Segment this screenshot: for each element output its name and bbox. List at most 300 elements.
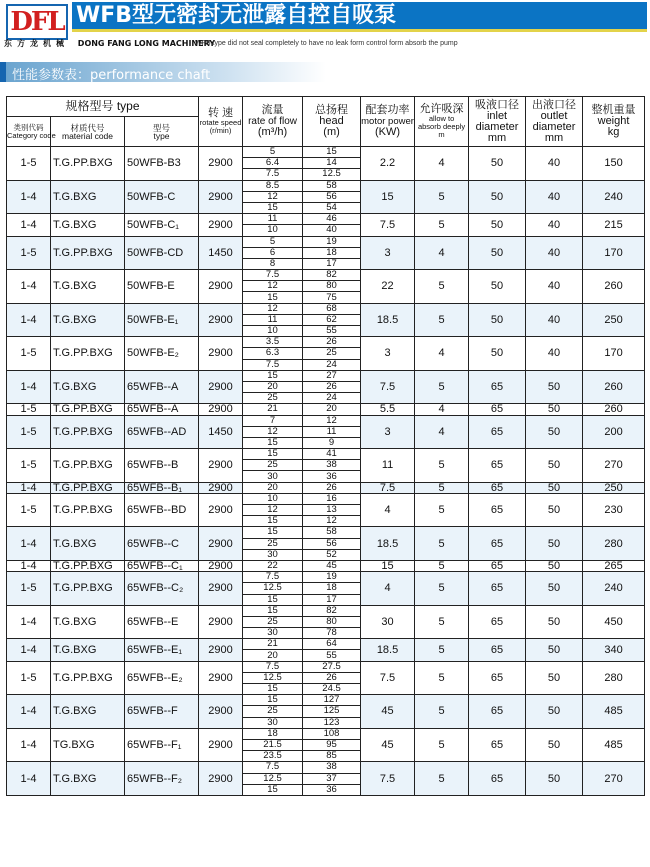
head-cell: 82 (303, 270, 361, 281)
flow-cell: 10 (243, 326, 303, 337)
flow-cell: 25 (243, 393, 303, 404)
header-material-en: material code (61, 130, 114, 141)
header-category (7, 117, 56, 147)
table-row (7, 147, 645, 158)
category-code-cell: 1-5 (7, 337, 51, 371)
header-weight (583, 97, 645, 147)
flow-cell: 7.5 (243, 762, 303, 773)
inlet-diameter-cell: 65 (469, 527, 526, 561)
header-suction-en1: allow to (428, 114, 455, 123)
suction-depth-cell: 5 (415, 728, 469, 762)
suction-depth-cell: 5 (415, 270, 469, 304)
category-code-cell: 1-4 (7, 370, 51, 404)
outlet-diameter-cell: 40 (526, 180, 583, 214)
head-cell: 25 (303, 348, 361, 359)
outlet-diameter-cell: 40 (526, 337, 583, 371)
section-header (0, 58, 650, 86)
head-cell: 80 (303, 281, 361, 292)
header-material-cn: 材质代号 (70, 122, 105, 133)
head-cell: 82 (303, 605, 361, 616)
header-type-cn: 型号 (153, 122, 171, 133)
suction-depth-cell: 5 (415, 762, 469, 796)
motor-power-cell: 7.5 (361, 762, 415, 796)
material-code-cell: T.G.PP.BXG (51, 572, 125, 606)
material-code-cell: T.G.BXG (51, 639, 125, 661)
inlet-diameter-cell: 65 (469, 762, 526, 796)
header-flow-en: rate of flow (248, 116, 297, 127)
inlet-diameter-cell: 50 (469, 147, 526, 181)
flow-cell: 6.3 (243, 348, 303, 359)
flow-cell: 20 (243, 381, 303, 392)
head-cell: 14 (303, 158, 361, 169)
flow-cell: 20 (243, 482, 303, 493)
pump-type-cell: 65WFB--F₂ (125, 762, 199, 796)
material-code-cell: T.G.BXG (51, 214, 125, 236)
pump-type-cell: 65WFB--B (125, 449, 199, 483)
inlet-diameter-cell: 65 (469, 415, 526, 449)
weight-cell: 240 (583, 572, 645, 606)
weight-cell: 280 (583, 527, 645, 561)
outlet-diameter-cell: 50 (526, 527, 583, 561)
outlet-diameter-cell: 50 (526, 482, 583, 493)
outlet-diameter-cell: 50 (526, 404, 583, 415)
weight-cell: 260 (583, 404, 645, 415)
head-cell: 24 (303, 393, 361, 404)
head-cell: 26 (303, 337, 361, 348)
weight-cell: 485 (583, 695, 645, 729)
material-code-cell: T.G.BXG (51, 370, 125, 404)
head-cell: 55 (303, 650, 361, 661)
weight-cell: 250 (583, 482, 645, 493)
head-cell: 12.5 (303, 169, 361, 180)
table-row (7, 482, 645, 493)
flow-cell: 10 (243, 493, 303, 504)
pump-type-cell: 50WFB-C₁ (125, 214, 199, 236)
material-code-cell: T.G.PP.BXG (51, 449, 125, 483)
inlet-diameter-cell: 50 (469, 270, 526, 304)
pump-type-cell: 65WFB--C₁ (125, 560, 199, 571)
motor-power-cell: 7.5 (361, 661, 415, 695)
head-cell: 18 (303, 583, 361, 594)
suction-depth-cell: 5 (415, 449, 469, 483)
head-cell: 17 (303, 258, 361, 269)
motor-power-cell: 30 (361, 605, 415, 639)
inlet-diameter-cell: 65 (469, 605, 526, 639)
motor-power-cell: 2.2 (361, 147, 415, 181)
header-type-en: type (153, 130, 170, 141)
table-row (7, 572, 645, 583)
pump-type-cell: 65WFB--E₁ (125, 639, 199, 661)
inlet-diameter-cell: 50 (469, 236, 526, 270)
flow-cell: 12 (243, 303, 303, 314)
table-row (7, 762, 645, 773)
table-row (7, 560, 645, 571)
suction-depth-cell: 5 (415, 605, 469, 639)
rotate-speed-cell: 2900 (199, 493, 243, 527)
rotate-speed-cell: 2900 (199, 370, 243, 404)
header-inlet-cn: 吸液口径 (475, 98, 520, 111)
flow-cell: 25 (243, 616, 303, 627)
outlet-diameter-cell: 50 (526, 728, 583, 762)
flow-cell: 25 (243, 460, 303, 471)
category-code-cell: 1-4 (7, 762, 51, 796)
table-row (7, 695, 645, 706)
weight-cell: 260 (583, 270, 645, 304)
head-cell: 9 (303, 437, 361, 448)
category-code-cell: 1-4 (7, 639, 51, 661)
motor-power-cell: 3 (361, 236, 415, 270)
header-suction (415, 97, 469, 147)
header-power-cn: 配套功率 (365, 104, 410, 116)
pump-type-cell: 65WFB--F (125, 695, 199, 729)
material-code-cell: T.G.PP.BXG (51, 236, 125, 270)
head-cell: 62 (303, 314, 361, 325)
suction-depth-cell: 5 (415, 639, 469, 661)
category-code-cell: 1-5 (7, 404, 51, 415)
flow-cell: 21 (243, 639, 303, 650)
outlet-diameter-cell: 50 (526, 695, 583, 729)
header-head-unit: (m) (323, 126, 340, 138)
rotate-speed-cell: 2900 (199, 560, 243, 571)
inlet-diameter-cell: 65 (469, 493, 526, 527)
category-code-cell: 1-5 (7, 661, 51, 695)
header-outlet-en2: diameter (532, 120, 576, 133)
weight-cell: 250 (583, 303, 645, 337)
head-cell: 13 (303, 505, 361, 516)
material-code-cell: T.G.PP.BXG (51, 661, 125, 695)
category-code-cell: 1-4 (7, 527, 51, 561)
flow-cell: 25 (243, 706, 303, 717)
header-subtitle: WFB type did not seal completely to have no leak form control form absorb the pump (195, 40, 458, 47)
header-inlet-en1: inlet (486, 109, 508, 122)
suction-depth-cell: 5 (415, 661, 469, 695)
suction-depth-cell: 5 (415, 303, 469, 337)
flow-cell: 7.5 (243, 169, 303, 180)
material-code-cell: T.G.PP.BXG (51, 493, 125, 527)
suction-depth-cell: 4 (415, 147, 469, 181)
table-row (7, 661, 645, 672)
suction-depth-cell: 5 (415, 370, 469, 404)
head-cell: 26 (303, 381, 361, 392)
header-type (125, 117, 199, 147)
weight-cell: 270 (583, 762, 645, 796)
pump-type-cell: 65WFB--AD (125, 415, 199, 449)
weight-cell: 150 (583, 147, 645, 181)
rotate-speed-cell: 2900 (199, 762, 243, 796)
rotate-speed-cell: 2900 (199, 270, 243, 304)
head-cell: 54 (303, 202, 361, 213)
head-cell: 127 (303, 695, 361, 706)
company-name-en: DONG FANG LONG MACHINERY (77, 39, 216, 48)
flow-cell: 30 (243, 628, 303, 639)
head-cell: 56 (303, 191, 361, 202)
material-code-cell: T.G.PP.BXG (51, 404, 125, 415)
table-row (7, 527, 645, 538)
head-cell: 20 (303, 404, 361, 415)
header-weight-en: weight (597, 115, 630, 127)
head-cell: 12 (303, 415, 361, 426)
flow-cell: 7 (243, 415, 303, 426)
flow-cell: 8 (243, 258, 303, 269)
head-cell: 11 (303, 426, 361, 437)
head-cell: 19 (303, 236, 361, 247)
pump-type-cell: 50WFB-E (125, 270, 199, 304)
header-suction-en2: absorb deeply (417, 122, 466, 131)
outlet-diameter-cell: 50 (526, 493, 583, 527)
flow-cell: 15 (243, 784, 303, 795)
table-row (7, 303, 645, 314)
flow-cell: 6.4 (243, 158, 303, 169)
table-row (7, 639, 645, 650)
suction-depth-cell: 4 (415, 337, 469, 371)
pump-type-cell: 65WFB--E (125, 605, 199, 639)
rotate-speed-cell: 2900 (199, 639, 243, 661)
flow-cell: 12 (243, 505, 303, 516)
rotate-speed-cell: 2900 (199, 214, 243, 236)
flow-cell: 10 (243, 225, 303, 236)
header-head (303, 97, 361, 147)
flow-cell: 15 (243, 437, 303, 448)
table-row (7, 236, 645, 247)
material-code-cell: T.G.PP.BXG (51, 337, 125, 371)
inlet-diameter-cell: 65 (469, 661, 526, 695)
material-code-cell: T.G.PP.BXG (51, 482, 125, 493)
material-code-cell: T.G.BXG (51, 695, 125, 729)
weight-cell: 240 (583, 180, 645, 214)
head-cell: 38 (303, 762, 361, 773)
header-rpm-unit: (r/min) (209, 126, 232, 135)
head-cell: 17 (303, 594, 361, 605)
flow-cell: 21.5 (243, 739, 303, 750)
pump-type-cell: 65WFB--A (125, 404, 199, 415)
header-weight-cn: 整机重量 (591, 104, 636, 116)
header-material (51, 117, 125, 147)
rotate-speed-cell: 2900 (199, 661, 243, 695)
category-code-cell: 1-4 (7, 482, 51, 493)
weight-cell: 170 (583, 236, 645, 270)
suction-depth-cell: 5 (415, 527, 469, 561)
rotate-speed-cell: 2900 (199, 449, 243, 483)
category-code-cell: 1-5 (7, 572, 51, 606)
category-code-cell: 1-4 (7, 180, 51, 214)
outlet-diameter-cell: 40 (526, 214, 583, 236)
outlet-diameter-cell: 50 (526, 415, 583, 449)
head-cell: 64 (303, 639, 361, 650)
head-cell: 75 (303, 292, 361, 303)
motor-power-cell: 4 (361, 493, 415, 527)
table-row (7, 270, 645, 281)
table-row (7, 404, 645, 415)
head-cell: 27 (303, 370, 361, 381)
rotate-speed-cell: 2900 (199, 147, 243, 181)
weight-cell: 485 (583, 728, 645, 762)
header-suction-unit: m (438, 130, 445, 139)
outlet-diameter-cell: 40 (526, 270, 583, 304)
head-cell: 108 (303, 728, 361, 739)
flow-cell: 7.5 (243, 572, 303, 583)
outlet-diameter-cell: 40 (526, 236, 583, 270)
inlet-diameter-cell: 65 (469, 639, 526, 661)
category-code-cell: 1-4 (7, 270, 51, 304)
pump-type-cell: 65WFB--C₂ (125, 572, 199, 606)
motor-power-cell: 7.5 (361, 370, 415, 404)
weight-cell: 230 (583, 493, 645, 527)
header-rpm (199, 97, 243, 147)
flow-cell: 30 (243, 471, 303, 482)
inlet-diameter-cell: 50 (469, 337, 526, 371)
category-code-cell: 1-4 (7, 605, 51, 639)
rotate-speed-cell: 1450 (199, 415, 243, 449)
outlet-diameter-cell: 40 (526, 303, 583, 337)
outlet-diameter-cell: 50 (526, 449, 583, 483)
flow-cell: 7.5 (243, 359, 303, 370)
flow-cell: 15 (243, 370, 303, 381)
page-title: WFB型无密封无泄露自控自吸泵 (76, 3, 397, 28)
motor-power-cell: 7.5 (361, 214, 415, 236)
flow-cell: 12 (243, 426, 303, 437)
flow-cell: 7.5 (243, 270, 303, 281)
rotate-speed-cell: 2900 (199, 337, 243, 371)
inlet-diameter-cell: 50 (469, 180, 526, 214)
flow-cell: 15 (243, 516, 303, 527)
flow-cell: 7.5 (243, 661, 303, 672)
rotate-speed-cell: 1450 (199, 236, 243, 270)
company-name (4, 38, 215, 49)
weight-cell: 450 (583, 605, 645, 639)
title-bar (72, 2, 647, 32)
pump-type-cell: 50WFB-CD (125, 236, 199, 270)
motor-power-cell: 5.5 (361, 404, 415, 415)
category-code-cell: 1-5 (7, 147, 51, 181)
flow-cell: 23.5 (243, 751, 303, 762)
category-code-cell: 1-5 (7, 236, 51, 270)
outlet-diameter-cell: 50 (526, 370, 583, 404)
header-rpm-en: rotate speed (199, 118, 242, 127)
flow-cell: 22 (243, 560, 303, 571)
head-cell: 55 (303, 326, 361, 337)
table-row (7, 370, 645, 381)
inlet-diameter-cell: 50 (469, 214, 526, 236)
suction-depth-cell: 5 (415, 482, 469, 493)
motor-power-cell: 11 (361, 449, 415, 483)
head-cell: 19 (303, 572, 361, 583)
flow-cell: 5 (243, 147, 303, 158)
suction-depth-cell: 5 (415, 180, 469, 214)
pump-type-cell: 65WFB--F₁ (125, 728, 199, 762)
head-cell: 46 (303, 214, 361, 225)
flow-cell: 15 (243, 594, 303, 605)
pump-type-cell: 65WFB--B₁ (125, 482, 199, 493)
outlet-diameter-cell: 50 (526, 572, 583, 606)
motor-power-cell: 15 (361, 560, 415, 571)
rotate-speed-cell: 2900 (199, 695, 243, 729)
head-cell: 12 (303, 516, 361, 527)
pump-type-cell: 50WFB-E₁ (125, 303, 199, 337)
header-inlet-en2: diameter (475, 120, 519, 133)
motor-power-cell: 22 (361, 270, 415, 304)
table-body (7, 147, 645, 796)
company-logo: DFL (6, 4, 68, 40)
head-cell: 24.5 (303, 684, 361, 695)
rotate-speed-cell: 2900 (199, 527, 243, 561)
material-code-cell: T.G.BXG (51, 605, 125, 639)
head-cell: 38 (303, 460, 361, 471)
category-code-cell: 1-4 (7, 728, 51, 762)
motor-power-cell: 15 (361, 180, 415, 214)
head-cell: 18 (303, 247, 361, 258)
outlet-diameter-cell: 50 (526, 639, 583, 661)
head-cell: 78 (303, 628, 361, 639)
motor-power-cell: 3 (361, 415, 415, 449)
flow-cell: 15 (243, 684, 303, 695)
weight-cell: 260 (583, 370, 645, 404)
flow-cell: 12 (243, 191, 303, 202)
inlet-diameter-cell: 65 (469, 370, 526, 404)
flow-cell: 21 (243, 404, 303, 415)
inlet-diameter-cell: 50 (469, 303, 526, 337)
flow-cell: 11 (243, 214, 303, 225)
category-code-cell: 1-5 (7, 493, 51, 527)
outlet-diameter-cell: 40 (526, 147, 583, 181)
flow-cell: 15 (243, 605, 303, 616)
rotate-speed-cell: 2900 (199, 572, 243, 606)
flow-cell: 12.5 (243, 583, 303, 594)
flow-cell: 5 (243, 236, 303, 247)
pump-type-cell: 50WFB-E₂ (125, 337, 199, 371)
head-cell: 36 (303, 471, 361, 482)
header-weight-unit: kg (607, 126, 620, 138)
head-cell: 26 (303, 672, 361, 683)
table-row (7, 180, 645, 191)
outlet-diameter-cell: 50 (526, 560, 583, 571)
flow-cell: 12 (243, 281, 303, 292)
rotate-speed-cell: 2900 (199, 728, 243, 762)
flow-cell: 3.5 (243, 337, 303, 348)
motor-power-cell: 45 (361, 695, 415, 729)
material-code-cell: T.G.PP.BXG (51, 415, 125, 449)
suction-depth-cell: 5 (415, 493, 469, 527)
head-cell: 123 (303, 717, 361, 728)
header-category-en: Category code (7, 130, 56, 140)
header-power-unit: (KW) (375, 126, 401, 138)
inlet-diameter-cell: 65 (469, 482, 526, 493)
head-cell: 52 (303, 549, 361, 560)
motor-power-cell: 7.5 (361, 482, 415, 493)
pump-type-cell: 50WFB-B3 (125, 147, 199, 181)
category-code-cell: 1-4 (7, 303, 51, 337)
table-row (7, 493, 645, 504)
category-code-cell: 1-5 (7, 449, 51, 483)
header-flow (243, 97, 303, 147)
flow-cell: 18 (243, 728, 303, 739)
inlet-diameter-cell: 65 (469, 572, 526, 606)
category-code-cell: 1-4 (7, 560, 51, 571)
performance-table (6, 96, 645, 796)
flow-cell: 15 (243, 449, 303, 460)
page-header (0, 0, 650, 48)
head-cell: 24 (303, 359, 361, 370)
inlet-diameter-cell: 65 (469, 404, 526, 415)
rotate-speed-cell: 2900 (199, 303, 243, 337)
head-cell: 26 (303, 482, 361, 493)
flow-cell: 15 (243, 695, 303, 706)
head-cell: 80 (303, 616, 361, 627)
motor-power-cell: 4 (361, 572, 415, 606)
material-code-cell: T.G.BXG (51, 303, 125, 337)
suction-depth-cell: 5 (415, 695, 469, 729)
head-cell: 95 (303, 739, 361, 750)
head-cell: 37 (303, 773, 361, 784)
